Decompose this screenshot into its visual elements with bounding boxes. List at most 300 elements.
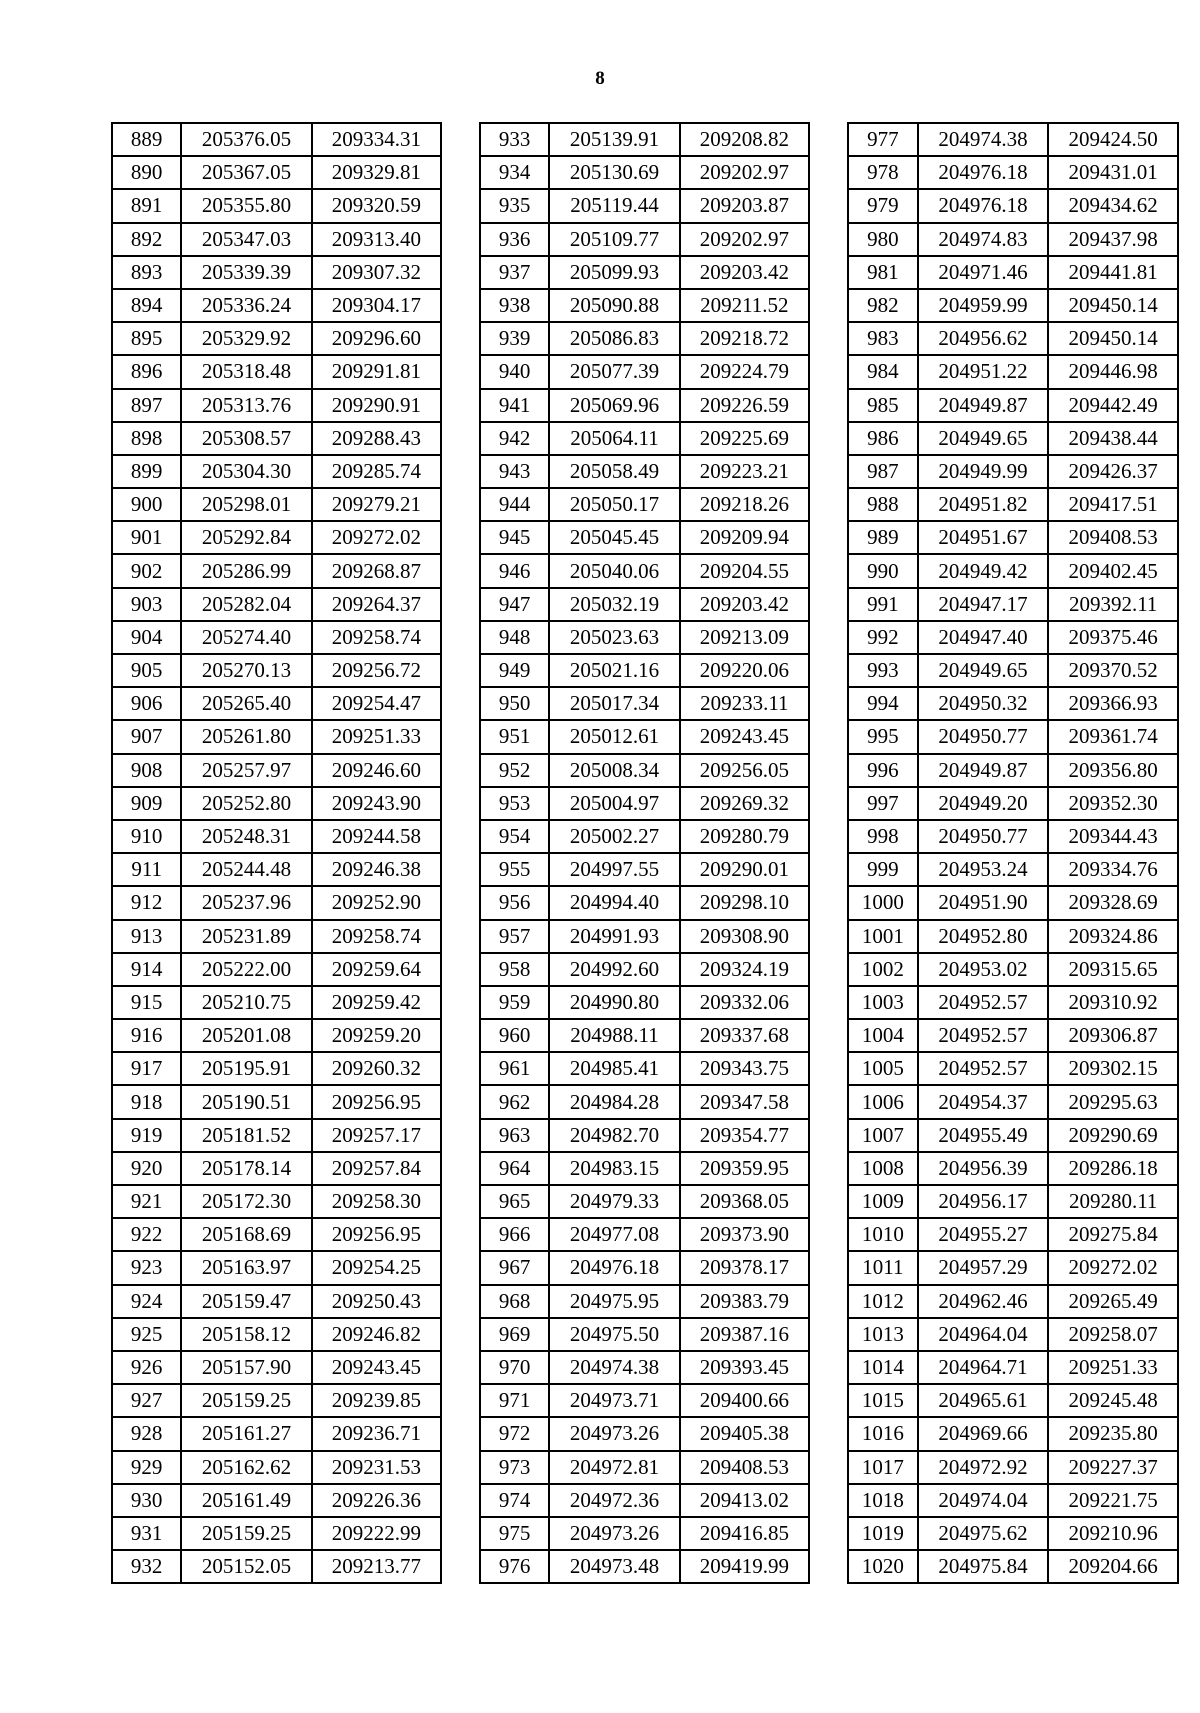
- x-coordinate-cell: 205201.08: [181, 1019, 311, 1052]
- x-coordinate-cell: 204949.87: [918, 389, 1049, 422]
- table-row: [848, 1285, 1178, 1318]
- y-coordinate-cell: 209424.50: [1048, 123, 1178, 156]
- point-number-cell: 964: [480, 1152, 549, 1185]
- table-row: [848, 853, 1178, 886]
- y-coordinate-cell: 209233.11: [680, 687, 809, 720]
- x-coordinate-cell: 205090.88: [549, 289, 679, 322]
- y-coordinate-cell: 209226.59: [680, 389, 809, 422]
- table-row: [848, 1384, 1178, 1417]
- table-row: [112, 1119, 441, 1152]
- x-coordinate-cell: 205023.63: [549, 621, 679, 654]
- point-number-cell: 895: [112, 322, 181, 355]
- point-number-cell: 902: [112, 554, 181, 587]
- table-row: [112, 1019, 441, 1052]
- x-coordinate-cell: 205139.91: [549, 123, 679, 156]
- x-coordinate-cell: 205257.97: [181, 754, 311, 787]
- point-number-cell: 970: [480, 1351, 549, 1384]
- x-coordinate-cell: 204974.38: [918, 123, 1049, 156]
- table-row: [112, 853, 441, 886]
- table-row: [480, 1451, 809, 1484]
- point-number-cell: 984: [848, 355, 918, 388]
- point-number-cell: 898: [112, 422, 181, 455]
- y-coordinate-cell: 209375.46: [1048, 621, 1178, 654]
- y-coordinate-cell: 209259.42: [312, 986, 441, 1019]
- y-coordinate-cell: 209254.47: [312, 687, 441, 720]
- table-row: [848, 953, 1178, 986]
- point-number-cell: 962: [480, 1085, 549, 1118]
- table-row: [112, 1517, 441, 1550]
- table-row: [848, 588, 1178, 621]
- x-coordinate-cell: 204974.04: [918, 1484, 1049, 1517]
- x-coordinate-cell: 204982.70: [549, 1119, 679, 1152]
- table-row: [480, 1185, 809, 1218]
- table-row: [848, 455, 1178, 488]
- coordinate-table-3: [847, 122, 1179, 1584]
- table-row: [480, 621, 809, 654]
- table-row: [848, 422, 1178, 455]
- table-row: [848, 156, 1178, 189]
- y-coordinate-cell: 209256.72: [312, 654, 441, 687]
- point-number-cell: 1013: [848, 1318, 918, 1351]
- point-number-cell: 961: [480, 1052, 549, 1085]
- point-number-cell: 948: [480, 621, 549, 654]
- table-row: [480, 787, 809, 820]
- y-coordinate-cell: 209204.55: [680, 554, 809, 587]
- table-row: [112, 422, 441, 455]
- x-coordinate-cell: 204976.18: [918, 189, 1049, 222]
- point-number-cell: 938: [480, 289, 549, 322]
- x-coordinate-cell: 205231.89: [181, 920, 311, 953]
- x-coordinate-cell: 205012.61: [549, 720, 679, 753]
- point-number-cell: 934: [480, 156, 549, 189]
- table-row: [112, 1351, 441, 1384]
- x-coordinate-cell: 205274.40: [181, 621, 311, 654]
- y-coordinate-cell: 209343.75: [680, 1052, 809, 1085]
- table-row: [112, 953, 441, 986]
- table-row: [480, 1484, 809, 1517]
- x-coordinate-cell: 205222.00: [181, 953, 311, 986]
- x-coordinate-cell: 205163.97: [181, 1251, 311, 1284]
- table-row: [112, 488, 441, 521]
- x-coordinate-cell: 204950.77: [918, 820, 1049, 853]
- y-coordinate-cell: 209307.32: [312, 256, 441, 289]
- x-coordinate-cell: 205355.80: [181, 189, 311, 222]
- table-row: [480, 521, 809, 554]
- x-coordinate-cell: 204975.84: [918, 1550, 1049, 1583]
- x-coordinate-cell: 205298.01: [181, 488, 311, 521]
- table-row: [848, 687, 1178, 720]
- table-row: [112, 1484, 441, 1517]
- y-coordinate-cell: 209337.68: [680, 1019, 809, 1052]
- point-number-cell: 945: [480, 521, 549, 554]
- y-coordinate-cell: 209310.92: [1048, 986, 1178, 1019]
- y-coordinate-cell: 209252.90: [312, 886, 441, 919]
- y-coordinate-cell: 209441.81: [1048, 256, 1178, 289]
- point-number-cell: 912: [112, 886, 181, 919]
- x-coordinate-cell: 204994.40: [549, 886, 679, 919]
- table-row: [112, 322, 441, 355]
- point-number-cell: 918: [112, 1085, 181, 1118]
- x-coordinate-cell: 204988.11: [549, 1019, 679, 1052]
- point-number-cell: 1003: [848, 986, 918, 1019]
- y-coordinate-cell: 209250.43: [312, 1285, 441, 1318]
- point-number-cell: 982: [848, 289, 918, 322]
- y-coordinate-cell: 209334.76: [1048, 853, 1178, 886]
- table-row: [848, 189, 1178, 222]
- x-coordinate-cell: 205159.47: [181, 1285, 311, 1318]
- table-row: [480, 123, 809, 156]
- point-number-cell: 1012: [848, 1285, 918, 1318]
- x-coordinate-cell: 204990.80: [549, 986, 679, 1019]
- table-row: [112, 754, 441, 787]
- table-row: [480, 389, 809, 422]
- table-row: [848, 1451, 1178, 1484]
- x-coordinate-cell: 205130.69: [549, 156, 679, 189]
- y-coordinate-cell: 209315.65: [1048, 953, 1178, 986]
- point-number-cell: 889: [112, 123, 181, 156]
- coordinate-table-1: [111, 122, 442, 1584]
- table-row: [112, 621, 441, 654]
- point-number-cell: 963: [480, 1119, 549, 1152]
- x-coordinate-cell: 205008.34: [549, 754, 679, 787]
- point-number-cell: 1009: [848, 1185, 918, 1218]
- point-number-cell: 1017: [848, 1451, 918, 1484]
- table-row: [848, 1417, 1178, 1450]
- x-coordinate-cell: 204952.57: [918, 1052, 1049, 1085]
- point-number-cell: 919: [112, 1119, 181, 1152]
- x-coordinate-cell: 205308.57: [181, 422, 311, 455]
- table-row: [848, 322, 1178, 355]
- point-number-cell: 920: [112, 1152, 181, 1185]
- table-row: [112, 554, 441, 587]
- point-number-cell: 935: [480, 189, 549, 222]
- x-coordinate-cell: 204949.87: [918, 754, 1049, 787]
- point-number-cell: 969: [480, 1318, 549, 1351]
- table-row: [848, 256, 1178, 289]
- x-coordinate-cell: 204952.57: [918, 986, 1049, 1019]
- y-coordinate-cell: 209256.95: [312, 1085, 441, 1118]
- table-row: [848, 820, 1178, 853]
- x-coordinate-cell: 204949.65: [918, 654, 1049, 687]
- x-coordinate-cell: 205032.19: [549, 588, 679, 621]
- x-coordinate-cell: 204952.57: [918, 1019, 1049, 1052]
- y-coordinate-cell: 209413.02: [680, 1484, 809, 1517]
- point-number-cell: 909: [112, 787, 181, 820]
- point-number-cell: 910: [112, 820, 181, 853]
- table-row: [848, 621, 1178, 654]
- table-row: [480, 1085, 809, 1118]
- y-coordinate-cell: 209275.84: [1048, 1218, 1178, 1251]
- point-number-cell: 892: [112, 223, 181, 256]
- point-number-cell: 941: [480, 389, 549, 422]
- x-coordinate-cell: 205265.40: [181, 687, 311, 720]
- table-row: [112, 986, 441, 1019]
- point-number-cell: 1001: [848, 920, 918, 953]
- x-coordinate-cell: 204956.17: [918, 1185, 1049, 1218]
- table-row: [848, 1251, 1178, 1284]
- x-coordinate-cell: 204955.27: [918, 1218, 1049, 1251]
- x-coordinate-cell: 205252.80: [181, 787, 311, 820]
- point-number-cell: 983: [848, 322, 918, 355]
- point-number-cell: 901: [112, 521, 181, 554]
- x-coordinate-cell: 204974.38: [549, 1351, 679, 1384]
- table-row: [480, 256, 809, 289]
- point-number-cell: 994: [848, 687, 918, 720]
- x-coordinate-cell: 205161.27: [181, 1417, 311, 1450]
- point-number-cell: 903: [112, 588, 181, 621]
- point-number-cell: 957: [480, 920, 549, 953]
- point-number-cell: 1002: [848, 953, 918, 986]
- point-number-cell: 975: [480, 1517, 549, 1550]
- x-coordinate-cell: 204973.26: [549, 1417, 679, 1450]
- table-row: [848, 123, 1178, 156]
- x-coordinate-cell: 205339.39: [181, 256, 311, 289]
- x-coordinate-cell: 204954.37: [918, 1085, 1049, 1118]
- y-coordinate-cell: 209328.69: [1048, 886, 1178, 919]
- point-number-cell: 981: [848, 256, 918, 289]
- y-coordinate-cell: 209438.44: [1048, 422, 1178, 455]
- point-number-cell: 968: [480, 1285, 549, 1318]
- x-coordinate-cell: 205119.44: [549, 189, 679, 222]
- table-row: [480, 1550, 809, 1583]
- point-number-cell: 974: [480, 1484, 549, 1517]
- x-coordinate-cell: 204962.46: [918, 1285, 1049, 1318]
- table-row: [112, 1052, 441, 1085]
- x-coordinate-cell: 204976.18: [549, 1251, 679, 1284]
- x-coordinate-cell: 204972.81: [549, 1451, 679, 1484]
- y-coordinate-cell: 209450.14: [1048, 289, 1178, 322]
- y-coordinate-cell: 209202.97: [680, 223, 809, 256]
- x-coordinate-cell: 204975.95: [549, 1285, 679, 1318]
- x-coordinate-cell: 205086.83: [549, 322, 679, 355]
- x-coordinate-cell: 204992.60: [549, 953, 679, 986]
- x-coordinate-cell: 204964.04: [918, 1318, 1049, 1351]
- table-row: [480, 1218, 809, 1251]
- table-row: [112, 156, 441, 189]
- table-row: [480, 355, 809, 388]
- point-number-cell: 965: [480, 1185, 549, 1218]
- point-number-cell: 915: [112, 986, 181, 1019]
- point-number-cell: 977: [848, 123, 918, 156]
- point-number-cell: 1015: [848, 1384, 918, 1417]
- x-coordinate-cell: 204956.62: [918, 322, 1049, 355]
- y-coordinate-cell: 209279.21: [312, 488, 441, 521]
- y-coordinate-cell: 209408.53: [680, 1451, 809, 1484]
- x-coordinate-cell: 205002.27: [549, 820, 679, 853]
- table-row: [480, 1318, 809, 1351]
- x-coordinate-cell: 205336.24: [181, 289, 311, 322]
- table-row: [848, 488, 1178, 521]
- y-coordinate-cell: 209368.05: [680, 1185, 809, 1218]
- table-row: [112, 1318, 441, 1351]
- table-row: [848, 1517, 1178, 1550]
- y-coordinate-cell: 209211.52: [680, 289, 809, 322]
- x-coordinate-cell: 204976.18: [918, 156, 1049, 189]
- x-coordinate-cell: 204949.20: [918, 787, 1049, 820]
- table-row: [112, 223, 441, 256]
- table-row: [480, 754, 809, 787]
- table-row: [480, 986, 809, 1019]
- x-coordinate-cell: 204947.40: [918, 621, 1049, 654]
- y-coordinate-cell: 209226.36: [312, 1484, 441, 1517]
- table-row: [112, 289, 441, 322]
- table-row: [480, 1384, 809, 1417]
- y-coordinate-cell: 209245.48: [1048, 1384, 1178, 1417]
- point-number-cell: 924: [112, 1285, 181, 1318]
- point-number-cell: 1006: [848, 1085, 918, 1118]
- x-coordinate-cell: 205292.84: [181, 521, 311, 554]
- y-coordinate-cell: 209224.79: [680, 355, 809, 388]
- point-number-cell: 999: [848, 853, 918, 886]
- table-row: [480, 886, 809, 919]
- point-number-cell: 980: [848, 223, 918, 256]
- x-coordinate-cell: 204975.50: [549, 1318, 679, 1351]
- coordinate-table-2: [479, 122, 810, 1584]
- y-coordinate-cell: 209269.32: [680, 787, 809, 820]
- point-number-cell: 995: [848, 720, 918, 753]
- y-coordinate-cell: 209313.40: [312, 223, 441, 256]
- y-coordinate-cell: 209419.99: [680, 1550, 809, 1583]
- point-number-cell: 1000: [848, 886, 918, 919]
- table-row: [848, 223, 1178, 256]
- point-number-cell: 1016: [848, 1417, 918, 1450]
- table-row: [480, 223, 809, 256]
- x-coordinate-cell: 205237.96: [181, 886, 311, 919]
- y-coordinate-cell: 209243.45: [680, 720, 809, 753]
- table-row: [112, 720, 441, 753]
- table-row: [112, 1285, 441, 1318]
- point-number-cell: 978: [848, 156, 918, 189]
- x-coordinate-cell: 205159.25: [181, 1517, 311, 1550]
- table-row: [480, 1517, 809, 1550]
- table-row: [480, 687, 809, 720]
- table-row: [848, 1318, 1178, 1351]
- y-coordinate-cell: 209239.85: [312, 1384, 441, 1417]
- x-coordinate-cell: 205329.92: [181, 322, 311, 355]
- y-coordinate-cell: 209426.37: [1048, 455, 1178, 488]
- x-coordinate-cell: 205367.05: [181, 156, 311, 189]
- y-coordinate-cell: 209210.96: [1048, 1517, 1178, 1550]
- table-row: [112, 1218, 441, 1251]
- x-coordinate-cell: 205318.48: [181, 355, 311, 388]
- point-number-cell: 906: [112, 687, 181, 720]
- table-row: [848, 554, 1178, 587]
- table-row: [112, 455, 441, 488]
- point-number-cell: 914: [112, 953, 181, 986]
- x-coordinate-cell: 204957.29: [918, 1251, 1049, 1284]
- x-coordinate-cell: 205304.30: [181, 455, 311, 488]
- table-row: [848, 754, 1178, 787]
- table-row: [480, 455, 809, 488]
- table-row: [848, 787, 1178, 820]
- table-row: [480, 1019, 809, 1052]
- y-coordinate-cell: 209223.21: [680, 455, 809, 488]
- x-coordinate-cell: 205270.13: [181, 654, 311, 687]
- x-coordinate-cell: 204997.55: [549, 853, 679, 886]
- y-coordinate-cell: 209434.62: [1048, 189, 1178, 222]
- table-row: [480, 820, 809, 853]
- x-coordinate-cell: 205045.45: [549, 521, 679, 554]
- table-row: [112, 521, 441, 554]
- x-coordinate-cell: 205286.99: [181, 554, 311, 587]
- point-number-cell: 960: [480, 1019, 549, 1052]
- y-coordinate-cell: 209354.77: [680, 1119, 809, 1152]
- x-coordinate-cell: 205064.11: [549, 422, 679, 455]
- point-number-cell: 890: [112, 156, 181, 189]
- x-coordinate-cell: 204949.42: [918, 554, 1049, 587]
- x-coordinate-cell: 205157.90: [181, 1351, 311, 1384]
- x-coordinate-cell: 205040.06: [549, 554, 679, 587]
- point-number-cell: 987: [848, 455, 918, 488]
- x-coordinate-cell: 204955.49: [918, 1119, 1049, 1152]
- x-coordinate-cell: 204969.66: [918, 1417, 1049, 1450]
- y-coordinate-cell: 209437.98: [1048, 223, 1178, 256]
- y-coordinate-cell: 209290.69: [1048, 1119, 1178, 1152]
- point-number-cell: 976: [480, 1550, 549, 1583]
- y-coordinate-cell: 209408.53: [1048, 521, 1178, 554]
- table-row: [848, 1052, 1178, 1085]
- x-coordinate-cell: 205069.96: [549, 389, 679, 422]
- table-row: [848, 1218, 1178, 1251]
- y-coordinate-cell: 209356.80: [1048, 754, 1178, 787]
- point-number-cell: 959: [480, 986, 549, 1019]
- x-coordinate-cell: 204975.62: [918, 1517, 1049, 1550]
- table-row: [112, 588, 441, 621]
- table-row: [480, 1417, 809, 1450]
- y-coordinate-cell: 209259.20: [312, 1019, 441, 1052]
- x-coordinate-cell: 204951.90: [918, 886, 1049, 919]
- y-coordinate-cell: 209280.79: [680, 820, 809, 853]
- point-number-cell: 900: [112, 488, 181, 521]
- x-coordinate-cell: 205004.97: [549, 787, 679, 820]
- x-coordinate-cell: 204972.36: [549, 1484, 679, 1517]
- point-number-cell: 1019: [848, 1517, 918, 1550]
- point-number-cell: 950: [480, 687, 549, 720]
- x-coordinate-cell: 204949.99: [918, 455, 1049, 488]
- y-coordinate-cell: 209344.43: [1048, 820, 1178, 853]
- x-coordinate-cell: 204950.32: [918, 687, 1049, 720]
- table-row: [848, 355, 1178, 388]
- point-number-cell: 893: [112, 256, 181, 289]
- point-number-cell: 958: [480, 953, 549, 986]
- point-number-cell: 988: [848, 488, 918, 521]
- y-coordinate-cell: 209291.81: [312, 355, 441, 388]
- table-row: [112, 1550, 441, 1583]
- table-row: [480, 920, 809, 953]
- y-coordinate-cell: 209236.71: [312, 1417, 441, 1450]
- y-coordinate-cell: 209286.18: [1048, 1152, 1178, 1185]
- point-number-cell: 1007: [848, 1119, 918, 1152]
- y-coordinate-cell: 209256.95: [312, 1218, 441, 1251]
- table-row: [480, 1119, 809, 1152]
- point-number-cell: 937: [480, 256, 549, 289]
- x-coordinate-cell: 204959.99: [918, 289, 1049, 322]
- x-coordinate-cell: 204956.39: [918, 1152, 1049, 1185]
- x-coordinate-cell: 204971.46: [918, 256, 1049, 289]
- y-coordinate-cell: 209204.66: [1048, 1550, 1178, 1583]
- x-coordinate-cell: 205261.80: [181, 720, 311, 753]
- point-number-cell: 940: [480, 355, 549, 388]
- table-row: [848, 1019, 1178, 1052]
- x-coordinate-cell: 204979.33: [549, 1185, 679, 1218]
- point-number-cell: 936: [480, 223, 549, 256]
- x-coordinate-cell: 205282.04: [181, 588, 311, 621]
- y-coordinate-cell: 209213.09: [680, 621, 809, 654]
- y-coordinate-cell: 209258.30: [312, 1185, 441, 1218]
- point-number-cell: 1011: [848, 1251, 918, 1284]
- point-number-cell: 932: [112, 1550, 181, 1583]
- point-number-cell: 972: [480, 1417, 549, 1450]
